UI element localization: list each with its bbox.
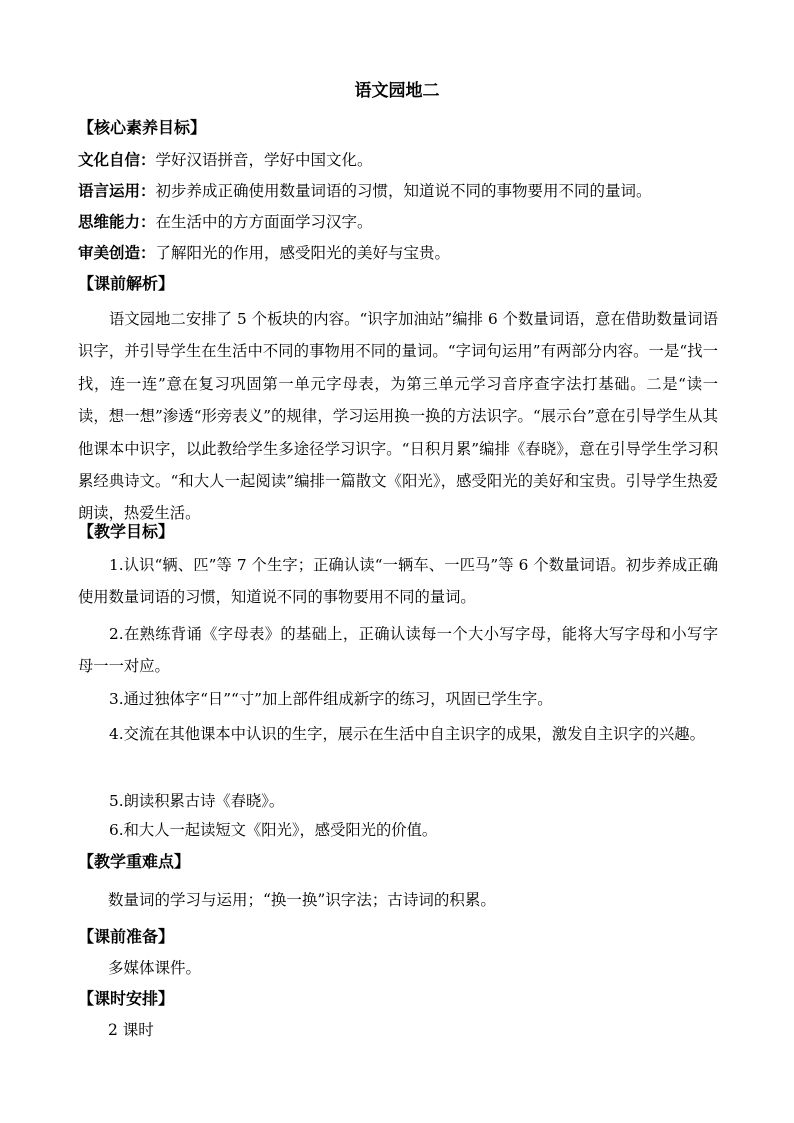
core-goal-item <box>78 212 373 232</box>
schedule-text: 2 课时 <box>108 1021 154 1039</box>
core-goals-heading: 【核心素养目标】 <box>78 118 207 137</box>
objective-item: 6.和大人一起读短文《阳光》，感受阳光的价值。 <box>109 821 438 839</box>
objective-item: 4.交流在其他课本中认识的生字，展示在生活中自主识字的成果，激发自主识字的兴趣。 <box>109 725 705 743</box>
core-goal-text: 学好汉语拼音，学好中国文化。 <box>155 151 373 169</box>
preparation-text: 多媒体课件。 <box>108 959 202 977</box>
core-goal-label: 文化自信： <box>78 151 156 169</box>
schedule-heading: 【课时安排】 <box>78 989 175 1008</box>
core-goal-text: 了解阳光的作用，感受阳光的美好与宝贵。 <box>155 244 451 262</box>
core-goal-item <box>78 181 652 201</box>
objective-item: 2.在熟练背诵《字母表》的基础上，正确认读每一个大小写字母，能将大写字母和小写字母一一对应。 <box>78 625 718 675</box>
objectives-heading: 【教学目标】 <box>78 522 175 541</box>
core-goal-text: 在生活中的方方面面学习汉字。 <box>155 213 373 231</box>
core-goal-label: 审美创造： <box>78 244 156 262</box>
document-title: 语文园地二 <box>354 81 440 101</box>
key-points-text: 数量词的学习与运用；“换一换”识字法；古诗词的积累。 <box>108 891 496 909</box>
objective-item: 3.通过独体字“日”“寸”加上部件组成新字的练习，巩固已学生字。 <box>109 690 553 708</box>
preparation-heading: 【课前准备】 <box>78 927 175 946</box>
core-goal-item <box>78 243 450 263</box>
core-goal-label: 思维能力： <box>78 213 156 231</box>
analysis-paragraph: 语文园地二安排了 5 个板块的内容。“识字加油站”编排 6 个数量词语，意在借助数量词语识字，并引导学生在生活中不同的事物用不同的量词。“字词句运用”有两部分内容。一是“找一找，连一连”意在复习巩固第一单元字母表，为第三单元学习音序查字法打基础。二是“读一读，想一想”渗透“形旁表义”的规律，学习运用换一换的方法识字。“展示台”意在引导学生从其他课本中识字，以此教给学生多途径学习识字。“日积月累”编排《春晓》，意在引导学生学习积累经典诗文。“和大人一起阅读”编排一篇散文《阳光》，感受阳光的美好和宝贵。引导学生热爱朗读，热爱生活。 <box>78 310 718 523</box>
key-points-heading: 【教学重难点】 <box>78 852 191 871</box>
core-goal-label: 语言运用： <box>78 182 156 200</box>
objective-item: 1.认识“辆、匹”等 7 个生字；正确认读“一辆车、一匹马”等 6 个数量词语。初步养成正确使用数量词语的习惯，知道说不同的事物要用不同的量词。 <box>78 556 718 606</box>
analysis-heading: 【课前解析】 <box>78 274 175 293</box>
core-goal-item <box>78 150 373 170</box>
objective-item: 5.朗读积累古诗《春晓》。 <box>109 792 285 810</box>
core-goal-text: 初步养成正确使用数量词语的习惯，知道说不同的事物要用不同的量词。 <box>155 182 652 200</box>
